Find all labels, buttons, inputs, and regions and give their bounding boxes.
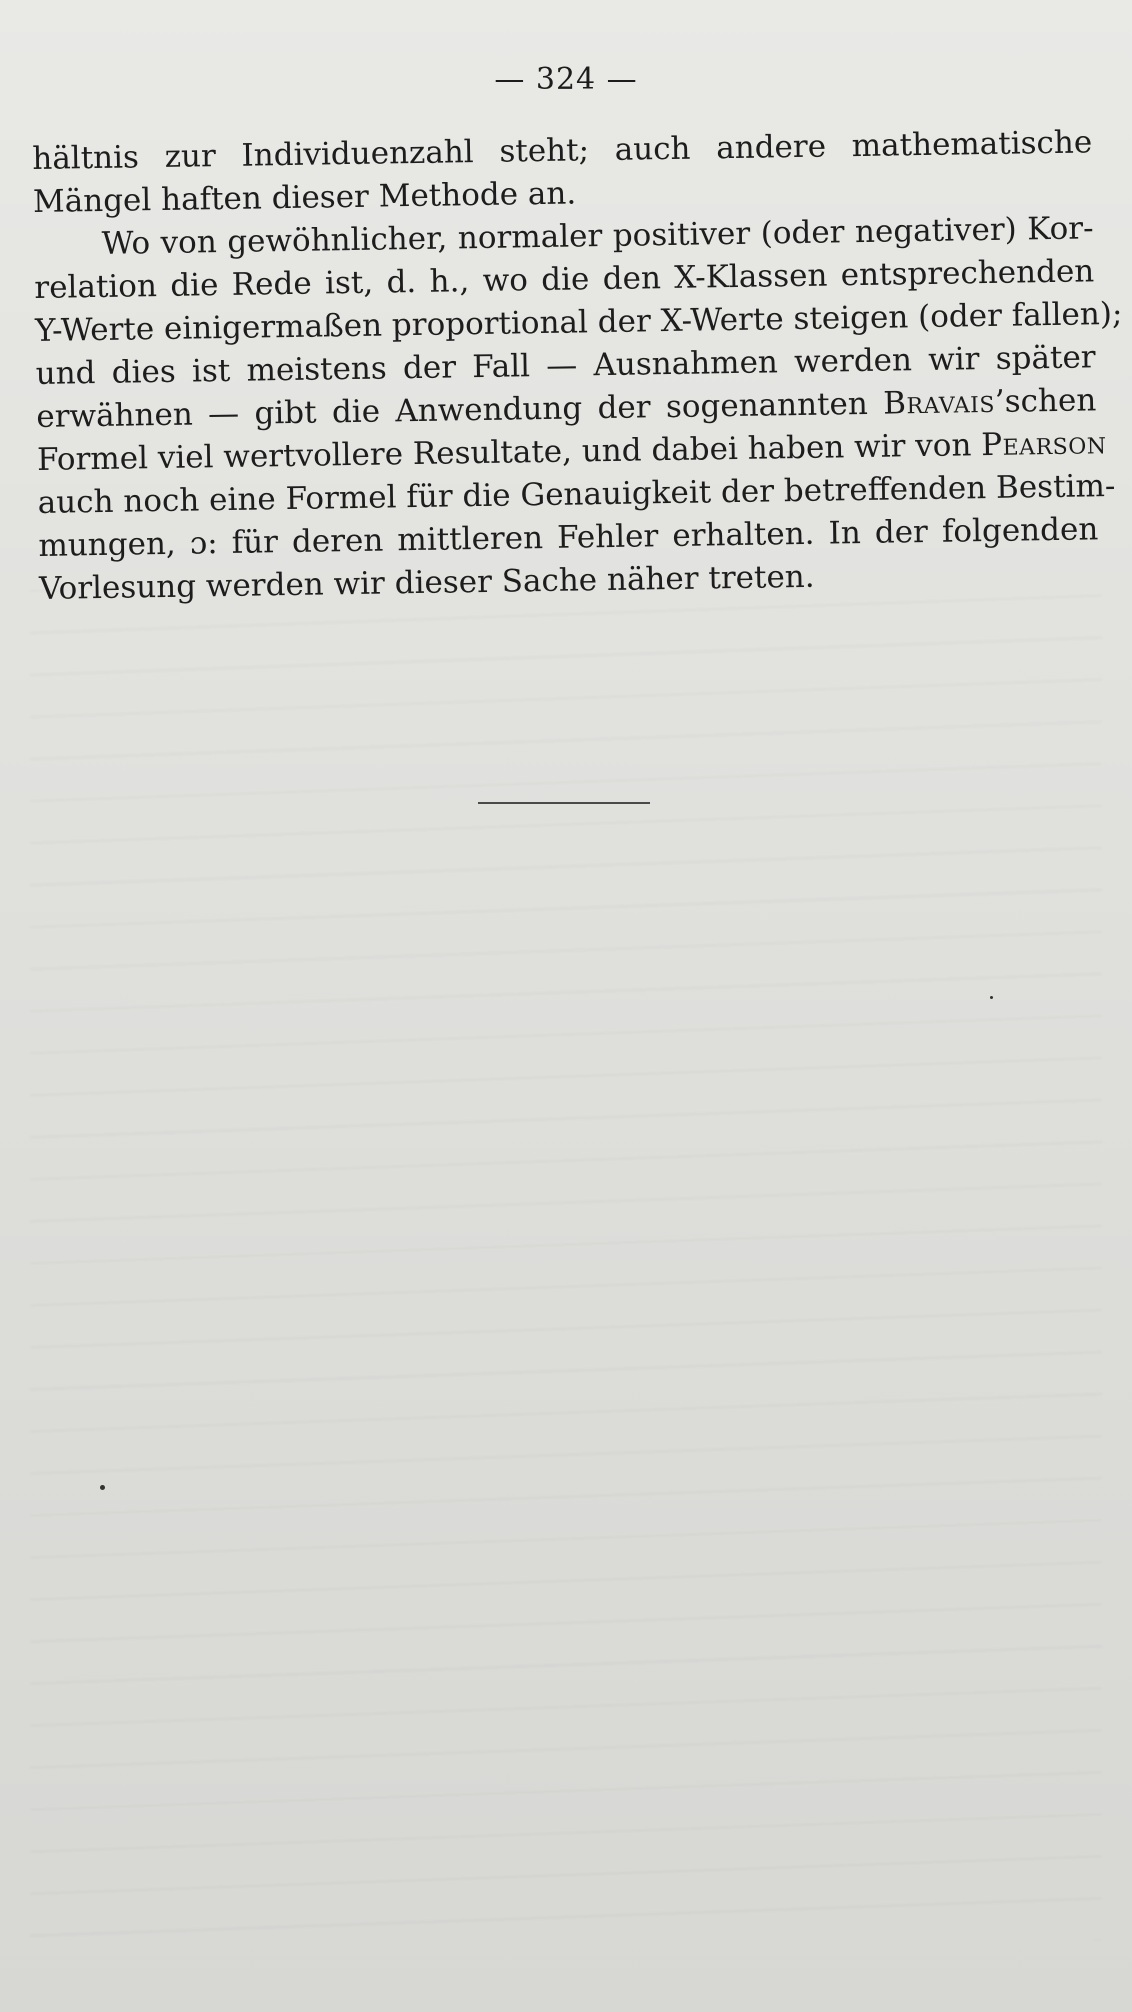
page-number: — 324 — [494,62,638,97]
text-line-4: relation die Rede ist, d. h., wo die den X-Klassen entsprechenden [34,253,1095,306]
ink-speck [990,996,993,999]
bleed-through-texture [30,590,1102,1940]
section-separator [478,802,650,804]
bravais-name: Bravais [882,383,996,422]
text-line-1: hältnis zur Individuenzahl steht; auch andere mathematische [32,124,1093,177]
text-line-9: auch noch eine Formel für die Genauigkeit der betreffenden Bestim- [37,468,1116,521]
text-line-11: Vorlesung werden wir dieser Sache näher treten. [38,558,815,607]
text-line-6: und dies ist meistens der Fall — Ausnahmen werden wir später [35,339,1096,392]
pearson-name: Pearson [980,425,1107,464]
text-line-7-main: erwähnen — gibt die Anwendung der sogenannten [36,385,869,435]
bravais-suffix: ’schen [994,382,1097,420]
text-line-10: mungen, ɔ: für deren mittleren Fehler erhalten. In der folgenden [38,511,1099,564]
text-line-3: Wo von gewöhnlicher, normaler positiver (oder negativer) Kor- [101,210,1094,262]
text-line-2: Mängel haften dieser Methode an. [32,175,577,220]
text-line-5: Y-Werte einigermaßen proportional der X-Werte steigen (oder fallen); [34,295,1123,349]
body-text [32,121,1123,611]
ink-speck [100,1485,105,1490]
text-line-8-main: Formel viel wertvollere Resultate, und dabei haben wir von [36,427,972,478]
